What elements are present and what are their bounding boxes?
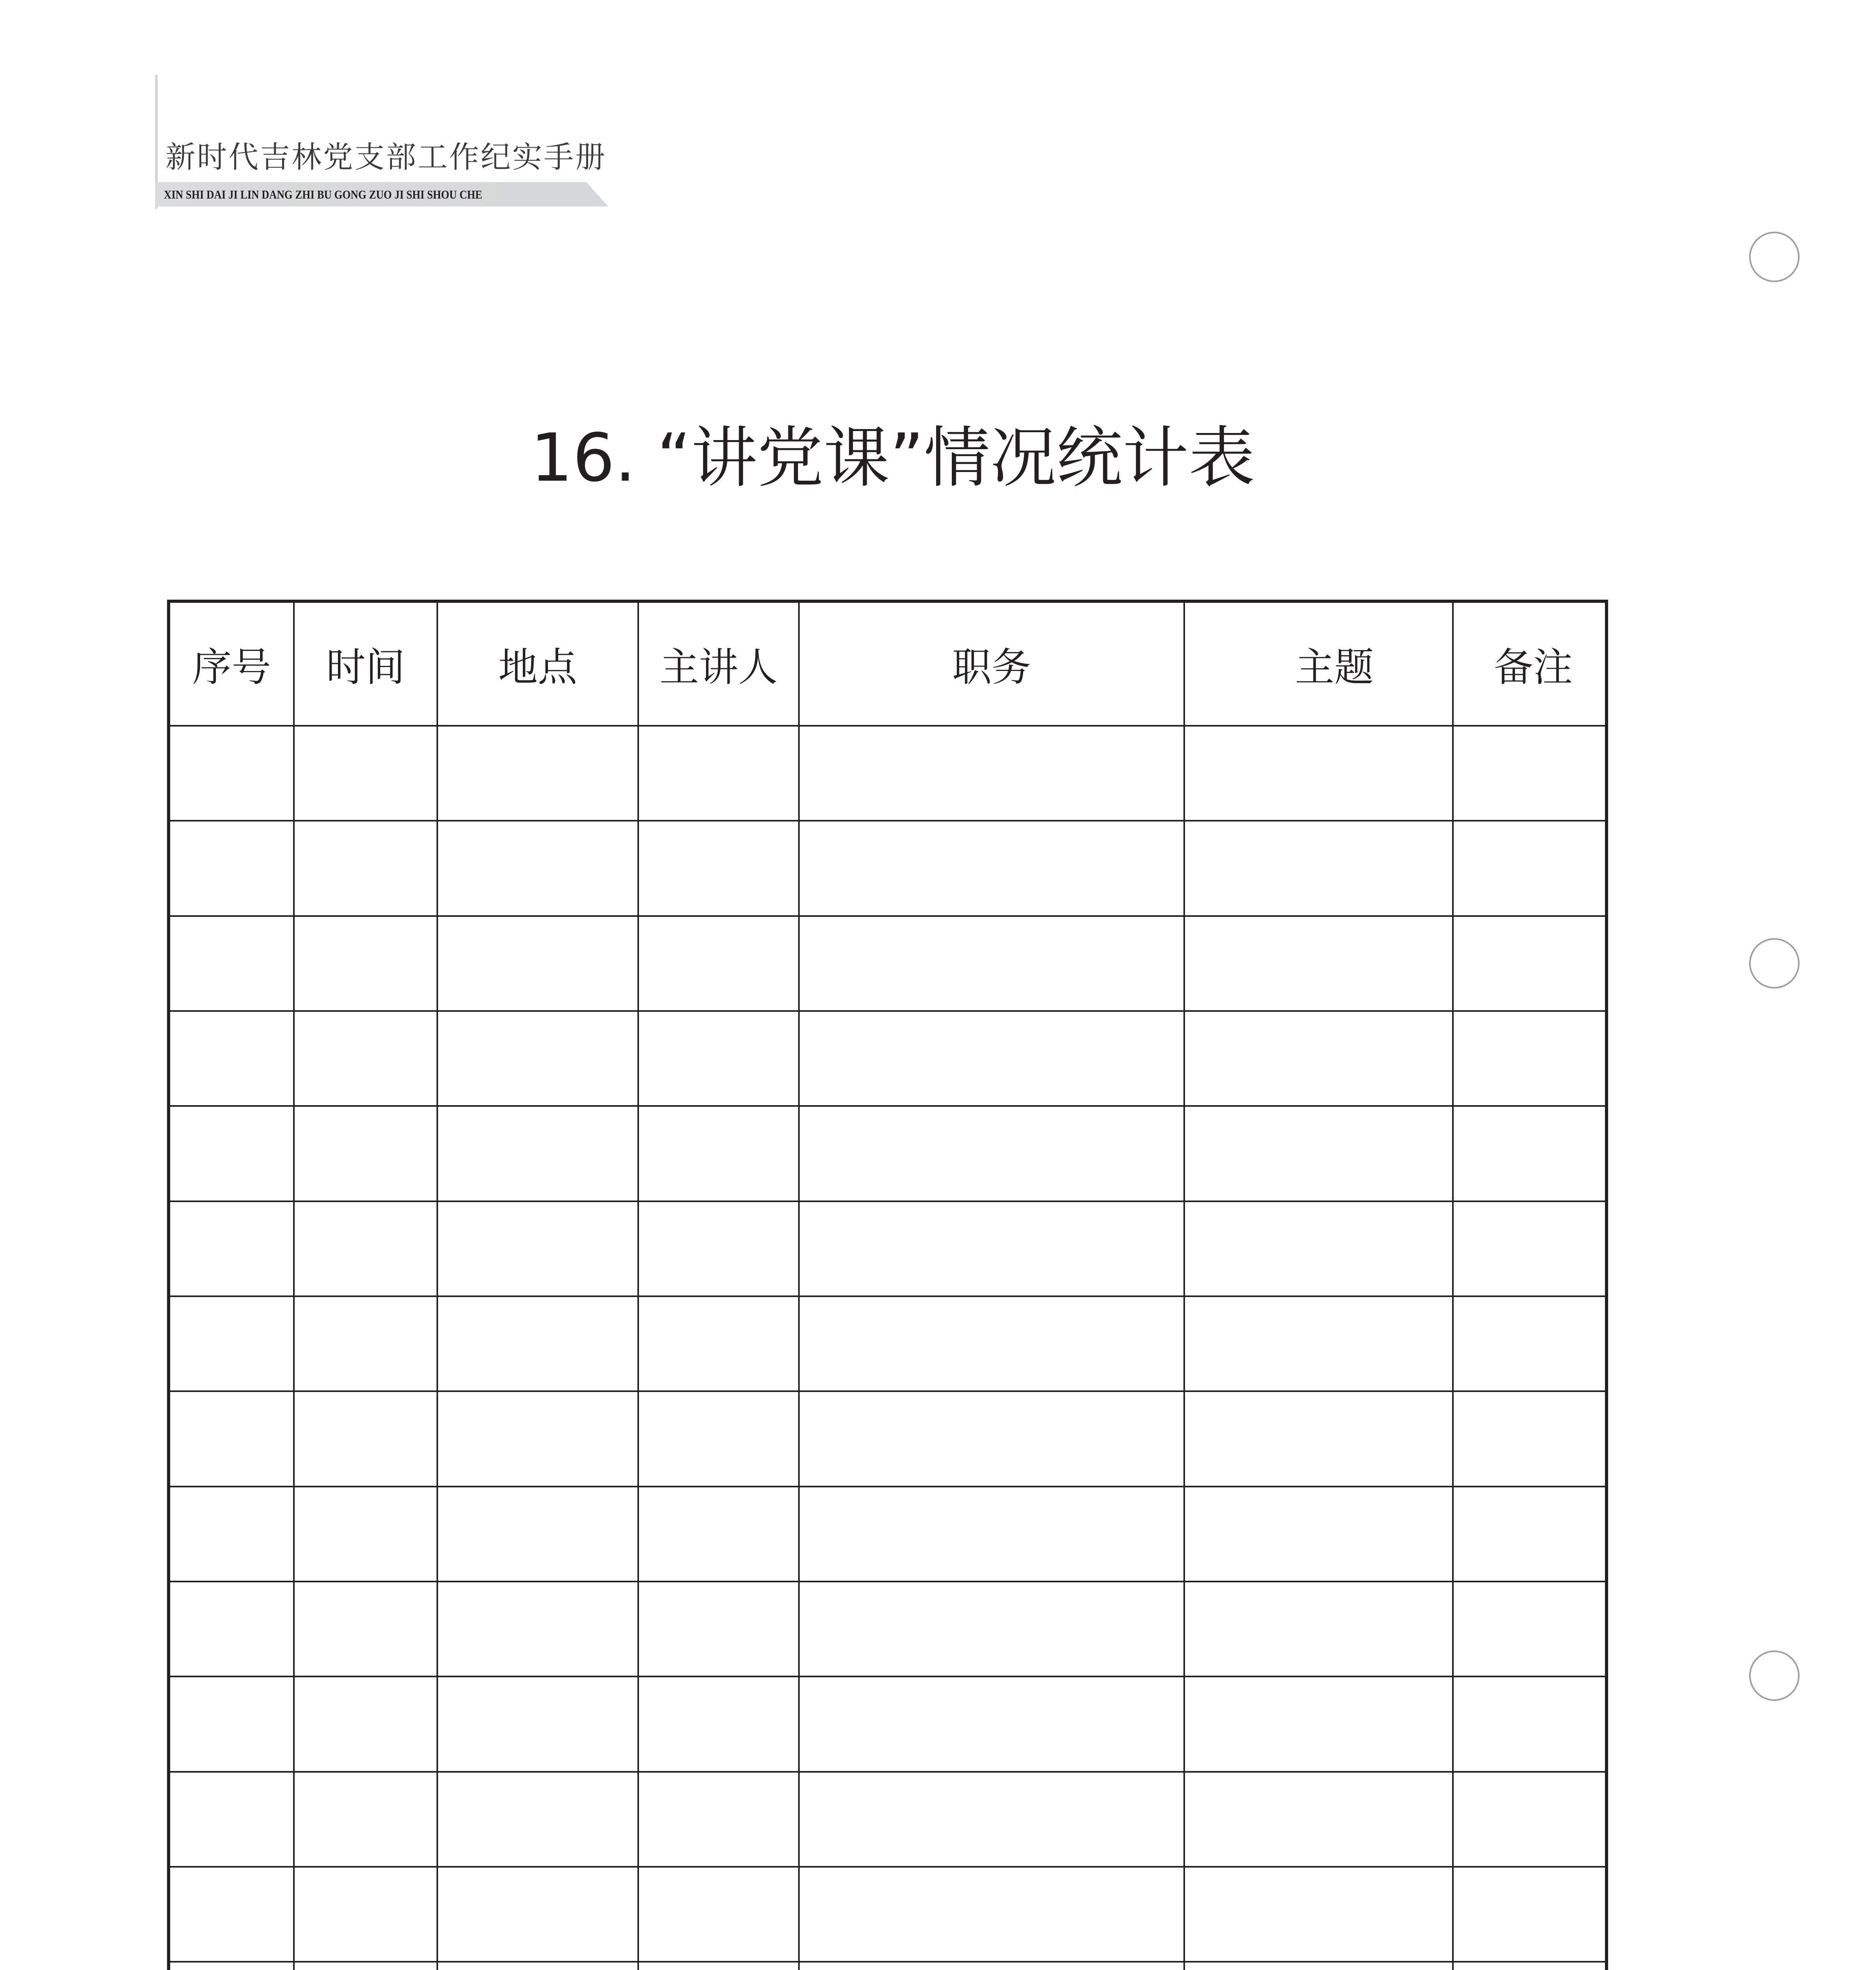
document-title: 16. “讲党课”情况统计表 <box>530 419 1255 496</box>
table-cell <box>638 1867 799 1962</box>
table-row <box>169 1772 1607 1867</box>
table-cell <box>1453 916 1607 1011</box>
table-cell <box>799 916 1184 1011</box>
table-row <box>169 1676 1607 1771</box>
table-cell <box>1184 1487 1453 1582</box>
table-row <box>169 916 1607 1011</box>
table-cell <box>294 1676 437 1771</box>
table-cell <box>1453 1201 1607 1296</box>
table-cell <box>1184 1391 1453 1486</box>
table-cell <box>1453 1582 1607 1676</box>
table-cell <box>1453 1676 1607 1771</box>
table-cell <box>437 1201 638 1296</box>
table-cell <box>294 1772 437 1867</box>
table-cell <box>169 821 294 916</box>
table-cell <box>799 726 1184 821</box>
table-cell <box>437 916 638 1011</box>
table-cell <box>294 916 437 1011</box>
table-cell <box>169 916 294 1011</box>
table-cell <box>638 1201 799 1296</box>
table-cell <box>437 1106 638 1201</box>
table-cell <box>437 1011 638 1106</box>
table-cell <box>638 1487 799 1582</box>
table-cell <box>1453 1296 1607 1391</box>
table-cell <box>437 1676 638 1771</box>
handbook-title-pinyin: XIN SHI DAI JI LIN DANG ZHI BU GONG ZUO JI SHI SHOU CHE <box>164 188 483 201</box>
table-cell <box>437 1962 638 1970</box>
binder-hole-1 <box>1749 232 1800 282</box>
table-row <box>169 1296 1607 1391</box>
table-cell <box>799 1676 1184 1771</box>
binder-hole-2 <box>1749 938 1800 989</box>
table-cell <box>799 1106 1184 1201</box>
table-cell <box>437 821 638 916</box>
table-cell <box>294 1962 437 1970</box>
table-cell <box>294 726 437 821</box>
table-cell <box>1184 1106 1453 1201</box>
table-cell <box>799 1867 1184 1962</box>
table-cell <box>437 1582 638 1676</box>
table-header-row <box>169 601 1607 726</box>
binder-hole-3 <box>1749 1650 1800 1701</box>
table-cell <box>1453 1772 1607 1867</box>
table-row <box>169 1106 1607 1201</box>
table-cell <box>799 1201 1184 1296</box>
table-cell <box>1453 1487 1607 1582</box>
table-cell <box>799 1391 1184 1486</box>
table-cell <box>638 1772 799 1867</box>
handbook-title: 新时代吉林党支部工作纪实手册 <box>165 139 607 175</box>
table-row <box>169 1201 1607 1296</box>
table-row <box>169 1487 1607 1582</box>
running-header <box>155 75 667 209</box>
table-cell <box>799 1296 1184 1391</box>
table-body <box>169 726 1607 1970</box>
table-cell <box>1453 821 1607 916</box>
table-cell <box>169 1772 294 1867</box>
table-cell <box>1453 1011 1607 1106</box>
table-cell <box>1184 1676 1453 1771</box>
table-cell <box>1453 1106 1607 1201</box>
column-header-location: 地点 <box>437 601 638 726</box>
table-cell <box>1453 1391 1607 1486</box>
table-cell <box>1453 726 1607 821</box>
table-cell <box>294 1106 437 1201</box>
table-cell <box>1184 726 1453 821</box>
table-cell <box>1453 1962 1607 1970</box>
column-header-topic: 主题 <box>1184 601 1453 726</box>
table-cell <box>294 1867 437 1962</box>
table-cell <box>1184 1011 1453 1106</box>
table-cell <box>1184 1201 1453 1296</box>
table-cell <box>799 1011 1184 1106</box>
table-cell <box>1184 1867 1453 1962</box>
table-cell <box>799 1772 1184 1867</box>
table-cell <box>638 1296 799 1391</box>
party-lecture-statistics-table <box>167 600 1608 1970</box>
table-cell <box>638 1106 799 1201</box>
table-cell <box>294 1487 437 1582</box>
column-header-position: 职务 <box>799 601 1184 726</box>
table-cell <box>169 1962 294 1970</box>
table-cell <box>169 1487 294 1582</box>
table-cell <box>169 1676 294 1771</box>
table-cell <box>294 821 437 916</box>
column-header-serial: 序号 <box>169 601 294 726</box>
table-cell <box>437 726 638 821</box>
table-cell <box>1184 916 1453 1011</box>
table-cell <box>1184 1296 1453 1391</box>
table-row <box>169 1011 1607 1106</box>
table-cell <box>437 1772 638 1867</box>
table-row <box>169 1391 1607 1486</box>
table-cell <box>294 1582 437 1676</box>
table-cell <box>638 821 799 916</box>
table-cell <box>169 1391 294 1486</box>
table-cell <box>1184 1582 1453 1676</box>
table-row <box>169 726 1607 821</box>
column-header-time: 时间 <box>294 601 437 726</box>
table-cell <box>169 1011 294 1106</box>
table-cell <box>169 1106 294 1201</box>
table-cell <box>169 1296 294 1391</box>
table-cell <box>294 1296 437 1391</box>
table-cell <box>1453 1867 1607 1962</box>
table-cell <box>799 1487 1184 1582</box>
table-cell <box>294 1391 437 1486</box>
table-cell <box>638 1391 799 1486</box>
table-cell <box>169 726 294 821</box>
table-cell <box>169 1201 294 1296</box>
table-cell <box>294 1201 437 1296</box>
table-cell <box>638 1011 799 1106</box>
table-cell <box>638 1962 799 1970</box>
table-row <box>169 821 1607 916</box>
table-cell <box>799 821 1184 916</box>
table-row <box>169 1867 1607 1962</box>
table-cell <box>169 1867 294 1962</box>
table-cell <box>1184 821 1453 916</box>
table-cell <box>638 916 799 1011</box>
column-header-speaker: 主讲人 <box>638 601 799 726</box>
table-cell <box>799 1962 1184 1970</box>
table-cell <box>437 1391 638 1486</box>
table-cell <box>169 1582 294 1676</box>
table-cell <box>638 1676 799 1771</box>
column-header-remarks: 备注 <box>1453 601 1607 726</box>
table-cell <box>437 1867 638 1962</box>
table-cell <box>638 1582 799 1676</box>
table-row <box>169 1582 1607 1676</box>
table-cell <box>1184 1962 1453 1970</box>
table-row <box>169 1962 1607 1970</box>
table-cell <box>638 726 799 821</box>
table-cell <box>799 1582 1184 1676</box>
table-cell <box>294 1011 437 1106</box>
table-cell <box>437 1296 638 1391</box>
table-cell <box>437 1487 638 1582</box>
table-cell <box>1184 1772 1453 1867</box>
